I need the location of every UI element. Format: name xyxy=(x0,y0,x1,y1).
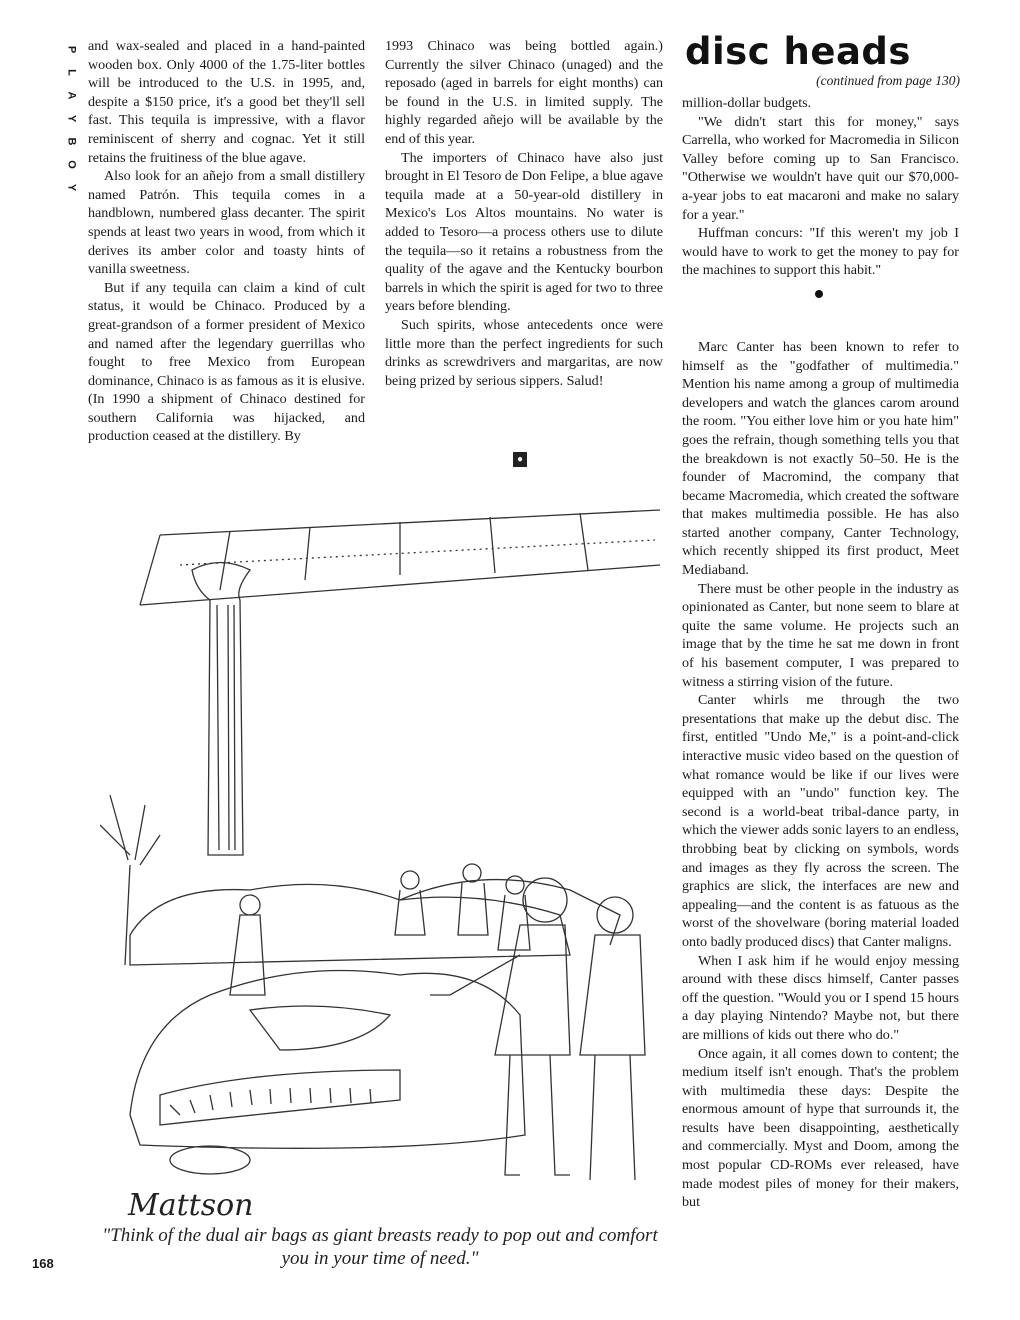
paragraph: Also look for an añejo from a small distillery named Patrón. This tequila comes in a handblown, numbered glass decanter. The spirit spends at least two years in wood, from which it derives its amber color and toasty hints of vanilla sweetness. xyxy=(88,168,365,278)
vertical-letter: L xyxy=(65,69,78,76)
paragraph: But if any tequila can claim a kind of cult status, it would be Chinaco. Produced by a great-grandson of a former president of Mexico and named after the legendary guerrillas who fought to free Mexico from European dominance, Chinaco is as famous as it is elusive. (In 1990 a shipment of Chinaco destined for southern California was hijacked, and production ceased at the distillery. By xyxy=(88,279,365,445)
vertical-letter: P xyxy=(65,45,78,54)
end-of-article-rabbit-icon: ● xyxy=(513,452,527,467)
vertical-letter: O xyxy=(65,160,78,169)
section-break-bullet-icon xyxy=(815,290,823,298)
paragraph: When I ask him if he would enjoy messing around with these discs himself, Canter passes off the question. "Would you or I spend 15 hours a day playing Nintendo? Maybe not, but there are millions of kids out there who do." xyxy=(682,952,959,1043)
paragraph: Canter whirls me through the two presentations that make up the debut disc. The first, entitled "Undo Me," is a point-and-click interactive music video based on the question of what romance would be like if our lives were equipped with an "undo" function key. The second is a world-beat tribal-dance party, in which the viewer adds sonic layers to an endless, throbbing beat by clicking on symbols, words and images as they fly across the screen. The graphics are slick, the interfaces are new and appealing—and the content is as fatuous as the worst of the shovelware (boring material loaded onto badly produced discs) that Canter maligns. xyxy=(682,692,959,950)
cartoon-illustration xyxy=(100,495,660,1220)
paragraph: The importers of Chinaco have also just brought in El Tesoro de Don Felipe, a blue agave tequila made at a 50-year-old distillery in Mexico's Los Altos mountains. No water is added to Tesoro—a process others use to dilute the tequila—so it retains a robustness from the quality of the agave and the Kentucky bourbon barrels in which the spirit is aged for two to three years before blending. xyxy=(385,149,663,315)
paragraph: Once again, it all comes down to content; the medium itself isn't enough. That's the problem with multimedia these days: Despite the enormous amount of hype that surrounds it, the results have been disappointing, aesthetically and commercially. Myst and Doom, among the most popular CD-ROMs ever released, have made modest piles of money for their makers, but xyxy=(682,1045,959,1211)
section-logo: disc heads xyxy=(685,30,911,73)
cartoon-caption: "Think of the dual air bags as giant breasts ready to pop out and comfort you in your time of need." xyxy=(102,1225,658,1269)
paragraph: 1993 Chinaco was being bottled again.) Currently the silver Chinaco (unaged) and the reposado (aged in barrels for eight months) can be found in the U.S. in limited supply. The highly regarded añejo will be available by the end of this year. xyxy=(385,38,663,147)
continued-note: (continued from page 130) xyxy=(816,73,960,88)
section-break-space xyxy=(682,280,959,338)
article-column-1 xyxy=(88,37,365,446)
vertical-letter: B xyxy=(65,137,78,146)
vertical-letter: Y xyxy=(65,183,78,192)
paragraph: and wax-sealed and placed in a hand-painted wooden box. Only 4000 of the 1.75-liter bottles will be introduced to the U.S. in 1995, and, despite a $150 price, it's a good bet they'll sell fast. This tequila is impressive, with a flavor reminiscent of sherry and cognac. Yet it still retains the fruitiness of the blue agave. xyxy=(88,38,365,166)
cartoonist-signature: Mattson xyxy=(128,1188,254,1220)
article-column-2 xyxy=(385,37,663,390)
paragraph: million-dollar budgets. xyxy=(682,95,812,111)
paragraph: Marc Canter has been known to refer to himself as the "godfather of multimedia." Mention his name among a group of multimedia developers and watch the glances carom around the room. "You either love him or you hate him" goes the refrain, though something tells you that the breakdown is not exactly 50–50. He is the founder of Macromind, the company that became Macromedia, which created the software that makes multimedia possible. He has also started another company, Canter Technology, which recently shipped its first product, Meet Mediaband. xyxy=(682,338,959,579)
page-number: 168 xyxy=(32,1256,54,1271)
paragraph: "We didn't start this for money," says Carrella, who worked for Macromedia in Silicon Valley before coming up to San Francisco. "Otherwise we wouldn't have quit our $70,000-a-year jobs to eat macaroni and make no salary for a year." xyxy=(682,113,959,223)
paragraph: There must be other people in the industry as opinionated as Canter, but none seem to blare at quite the same volume. He projects such an image that by the time he sat me down in front of his basement computer, I was prepared to witness a stirring vision of the future. xyxy=(682,580,959,690)
vertical-letter: A xyxy=(65,91,78,100)
paragraph: Such spirits, whose antecedents once were little more than the perfect ingredients for such drinks as screwdrivers and margaritas, are now being prized by serious sippers. Salud! xyxy=(385,316,663,389)
paragraph: Huffman concurs: "If this weren't my job I would have to work to get the money to pay for the machines to support this habit." xyxy=(682,225,959,279)
vertical-letter: Y xyxy=(65,114,78,123)
magazine-name-vertical xyxy=(55,38,77,199)
article-column-3 xyxy=(682,94,959,1212)
